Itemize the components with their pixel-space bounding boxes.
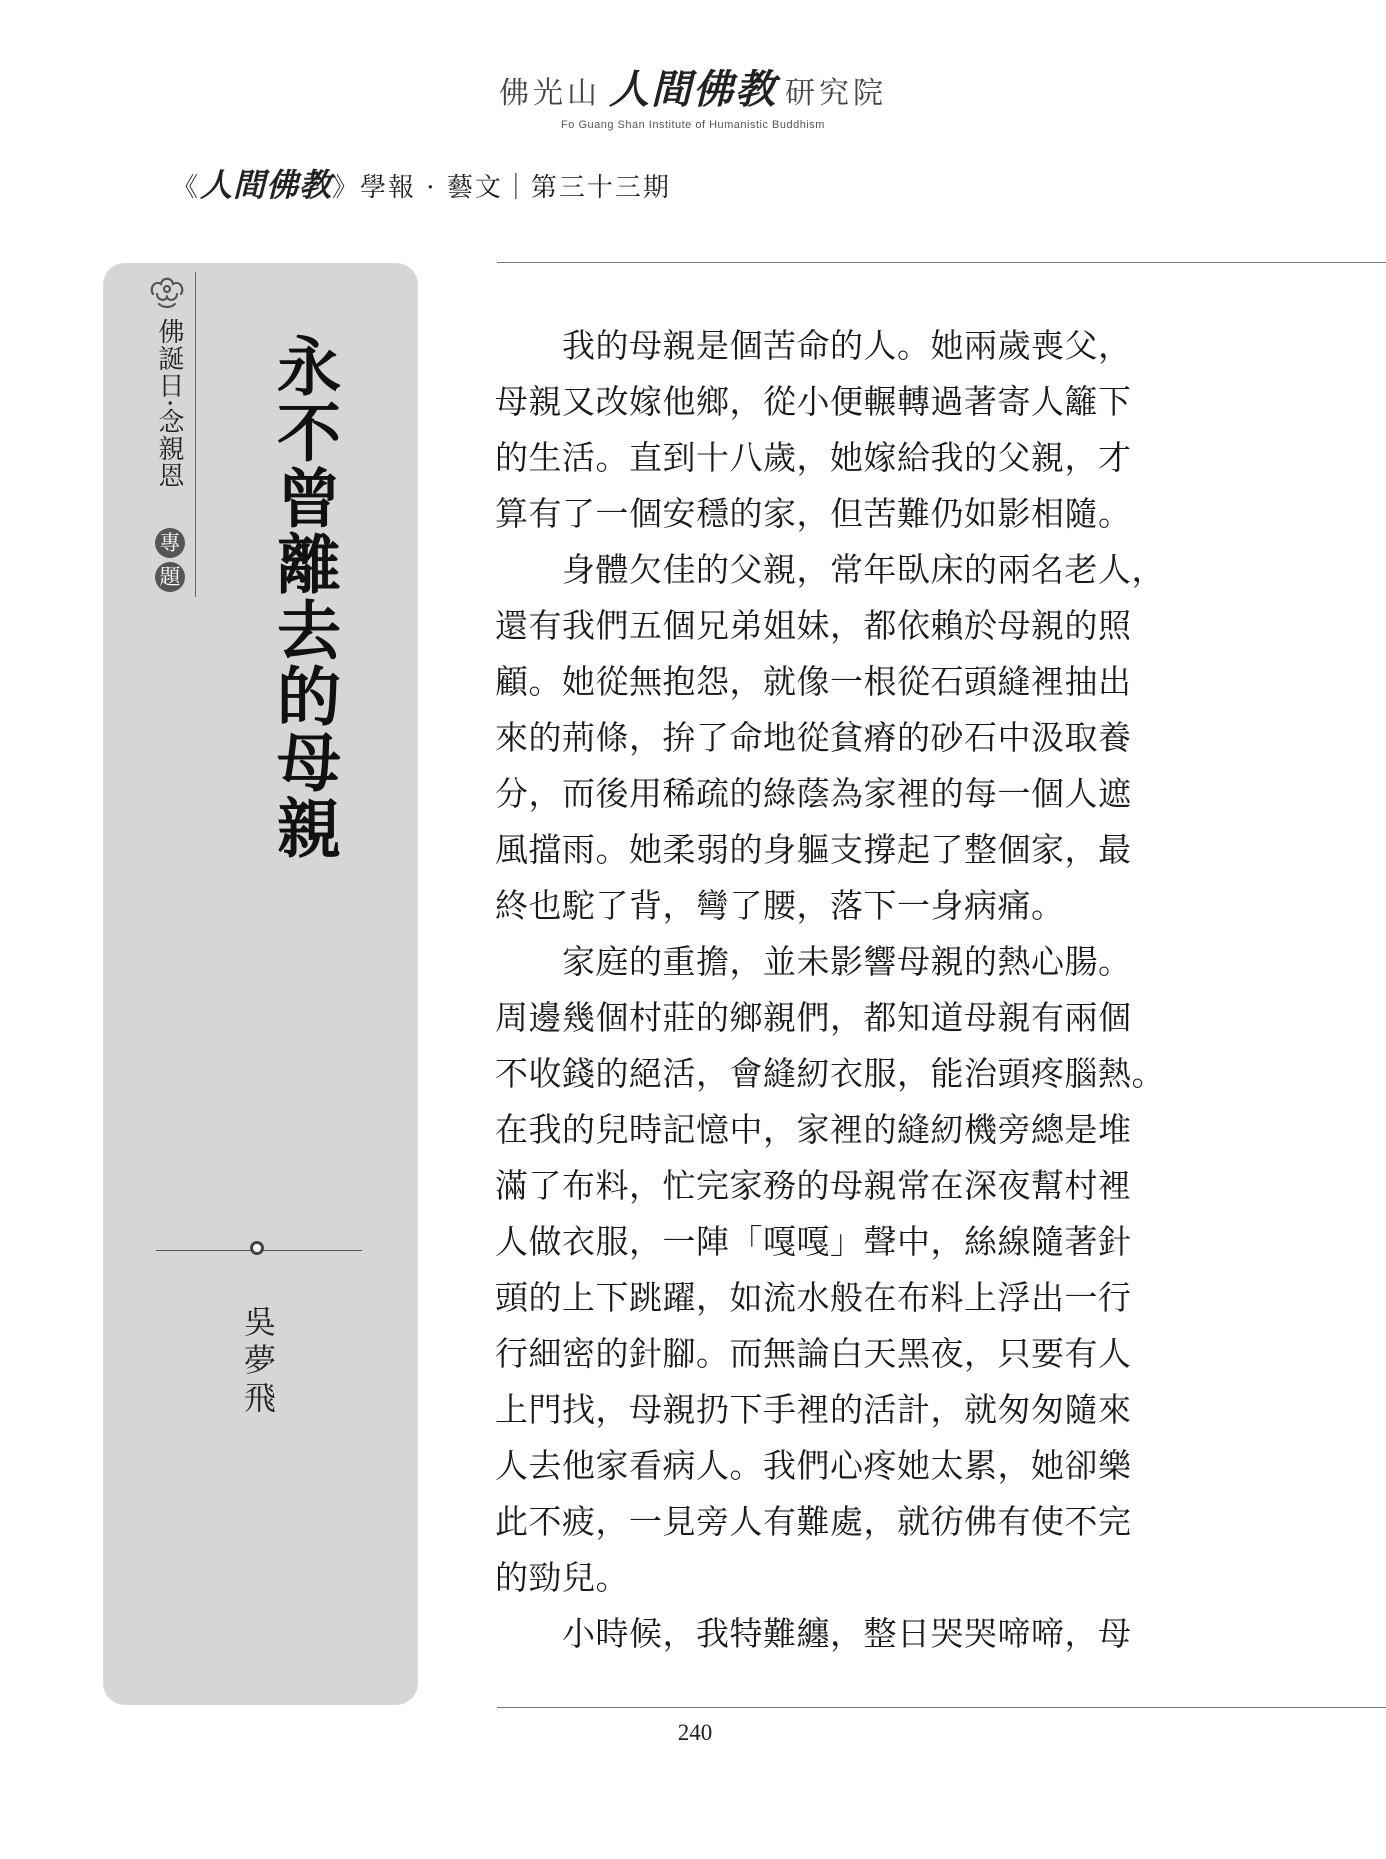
body-line: 行細密的針腳。而無論白天黑夜，只要有人 bbox=[495, 1334, 1132, 1373]
body-line: 家庭的重擔，並未影響母親的熱心腸。 bbox=[495, 942, 1132, 981]
body-line: 身體欠佳的父親，常年臥床的兩名老人， bbox=[495, 550, 1165, 589]
article-body bbox=[495, 318, 1167, 1662]
body-line: 母親又改嫁他鄉，從小便輾轉過著寄人籬下 bbox=[495, 382, 1132, 421]
body-line: 周邊幾個村莊的鄉親們，都知道母親有兩個 bbox=[495, 998, 1132, 1037]
institute-name-suffix: 研究院 bbox=[785, 76, 887, 111]
body-line: 我的母親是個苦命的人。她兩歲喪父， bbox=[495, 326, 1132, 365]
journal-running-head bbox=[172, 160, 671, 206]
title-panel bbox=[103, 263, 418, 1705]
section-label: 佛誕日·念親恩 bbox=[154, 318, 184, 490]
body-line: 算有了一個安穩的家，但苦難仍如影相隨。 bbox=[495, 494, 1132, 533]
author-name: 吳夢飛 bbox=[239, 1305, 277, 1419]
body-line: 終也駝了背，彎了腰，落下一身病痛。 bbox=[495, 886, 1065, 925]
journal-issue-info: 》學報 · 藝文｜第三十三期 bbox=[332, 173, 671, 203]
section-divider-line bbox=[195, 272, 196, 597]
body-line: 顧。她從無抱怨，就像一根從石頭縫裡抽出 bbox=[495, 662, 1132, 701]
cloud-ornament-icon bbox=[147, 272, 187, 312]
top-rule bbox=[497, 262, 1386, 263]
body-line: 人做衣服，一陣「嘎嘎」聲中，絲線隨著針 bbox=[495, 1222, 1132, 1261]
body-line: 頭的上下跳躍，如流水般在布料上浮出一行 bbox=[495, 1278, 1132, 1317]
body-line: 還有我們五個兄弟姐妹，都依賴於母親的照 bbox=[495, 606, 1132, 645]
institute-english-name: Fo Guang Shan Institute of Humanistic Buddhism bbox=[561, 119, 825, 131]
body-line: 的勁兒。 bbox=[495, 1558, 629, 1597]
article-title: 永不曾離去的母親 bbox=[266, 333, 341, 861]
institute-brand-logo: 人間佛教 bbox=[609, 66, 777, 113]
body-line: 小時候，我特難纏，整日哭哭啼啼，母 bbox=[495, 1614, 1132, 1653]
institute-header bbox=[0, 58, 1386, 131]
journal-brand-logo: 人間佛教 bbox=[200, 166, 333, 204]
body-line: 上門找，母親扔下手裡的活計，就匆匆隨來 bbox=[495, 1390, 1132, 1429]
body-line: 在我的兒時記憶中，家裡的縫紉機旁總是堆 bbox=[495, 1110, 1132, 1149]
topic-badge: 題 bbox=[155, 562, 185, 592]
body-line: 來的荊條，拚了命地從貧瘠的砂石中汲取養 bbox=[495, 718, 1132, 757]
bottom-rule bbox=[497, 1707, 1386, 1708]
institute-name bbox=[0, 58, 1386, 115]
journal-open-bracket: 《 bbox=[172, 173, 201, 203]
body-line: 人去他家看病人。我們心疼她太累，她卻樂 bbox=[495, 1446, 1132, 1485]
body-line: 此不疲，一見旁人有難處，就彷佛有使不完 bbox=[495, 1502, 1132, 1541]
institute-name-prefix: 佛光山 bbox=[499, 76, 601, 111]
body-line: 不收錢的絕活，會縫紉衣服，能治頭疼腦熱。 bbox=[495, 1054, 1165, 1093]
divider-ornament-icon bbox=[250, 1241, 264, 1255]
body-line: 分，而後用稀疏的綠蔭為家裡的每一個人遮 bbox=[495, 774, 1132, 813]
body-line: 風擋雨。她柔弱的身軀支撐起了整個家，最 bbox=[495, 830, 1132, 869]
body-line: 滿了布料，忙完家務的母親常在深夜幫村裡 bbox=[495, 1166, 1132, 1205]
body-line: 的生活。直到十八歲，她嫁給我的父親，才 bbox=[495, 438, 1132, 477]
page-number: 240 bbox=[677, 1720, 713, 1745]
topic-badge: 專 bbox=[155, 528, 185, 558]
